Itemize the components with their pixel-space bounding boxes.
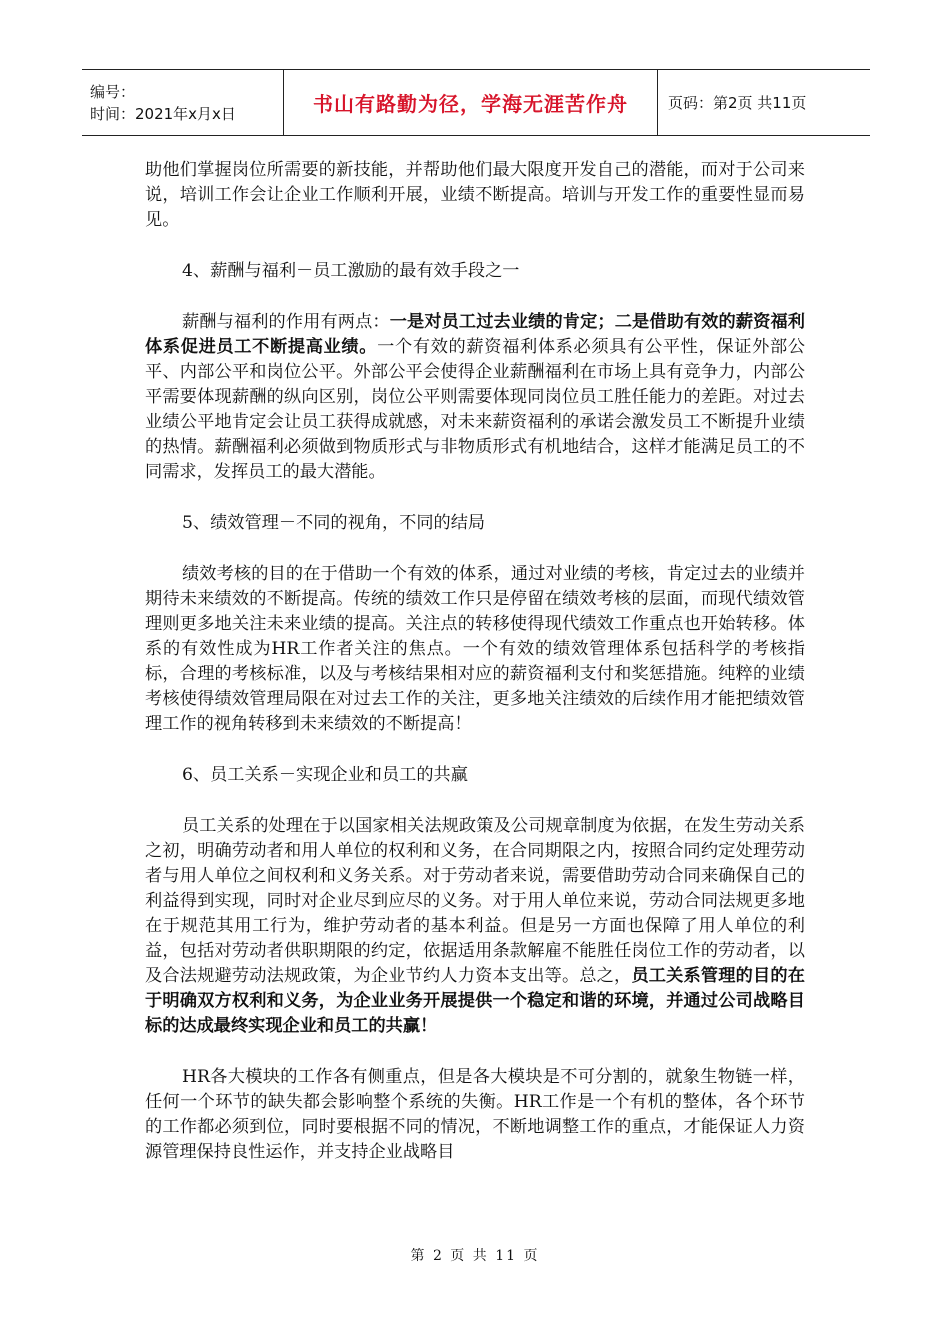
section-heading-4: 4、薪酬与福利－员工激励的最有效手段之一 [182,261,520,281]
header-meta [82,70,284,135]
header-motto: 书山有路勤为径，学海无涯苦作舟 [313,92,628,116]
page-header [82,69,870,136]
paragraph-emphasis: 一是对员工过去业绩的肯定；二是借助有效的薪资福利体系促进员工不断提高业绩。 [145,312,805,357]
paragraph-emphasis: 员工关系管理的目的在于明确双方权利和义务，为企业业务开展提供一个稳定和谐的环境，并通过公司战略目标的达成最终实现企业和员工的共赢！ [145,966,805,1036]
page-footer: 第 2 页 共 11 页 [410,1248,540,1264]
document-time-label: 时间：2021年x月x日 [90,104,236,123]
paragraph-performance: 绩效考核的目的在于借助一个有效的体系，通过对业绩的考核，肯定过去的业绩并期待未来绩效的不断提高。传统的绩效工作只是停留在绩效考核的层面，而现代绩效管理则更多地关注未来业绩的提高。关注点的转移使得现代绩效工作重点也开始转移。体系的有效性成为HR工作者关注的焦点。一个有效的绩效管理体系包括科学的考核指标，合理的考核标准，以及与考核结果相对应的薪资福利支付和奖惩措施。纯粹的业绩考核使得绩效管理局限在对过去工作的关注，更多地关注绩效的后续作用才能把绩效管理工作的视角转移到未来绩效的不断提高！ [145,564,805,734]
paragraph-text: 员工关系的处理在于以国家相关法规政策及公司规章制度为依据，在发生劳动关系之初，明确劳动者和用人单位的权利和义务，在合同期限之内，按照合同约定处理劳动者与用人单位之间权利和义务关系。对于劳动者来说，需要借助劳动合同来确保自己的利益得到实现，同时对企业尽到应尽的义务。对于用人单位来说，劳动合同法规更多地在于规范其用工行为，维护劳动者的基本利益。但是另一方面也保障了用人单位的利益，包括对劳动者供职期限的约定，依据适用条款解雇不能胜任岗位工作的劳动者，以及合法规避劳动法规政策，为企业节约人力资本支出等。总之， [145,816,805,986]
paragraph-compensation [145,310,805,485]
paragraph-text: 薪酬与福利的作用有两点： [182,312,390,332]
header-page-cell [658,70,870,135]
paragraph-hr-modules: HR各大模块的工作各有侧重点，但是各大模块是不可分割的，就象生物链一样，任何一个环节的缺失都会影响整个系统的失衡。HR工作是一个有机的整体，各个环节的工作都必须到位，同时要根据不同的情况，不断地调整工作的重点，才能保证人力资源管理保持良性运作，并支持企业战略目 [145,1067,805,1162]
section-heading-6: 6、员工关系－实现企业和员工的共赢 [182,765,468,785]
header-motto-cell [284,70,658,135]
paragraph-text: 一个有效的薪资福利体系必须具有公平性，保证外部公平、内部公平和岗位公平。外部公平会使得企业薪酬福利在市场上具有竞争力，内部公平需要体现薪酬的纵向区别，岗位公平则需要体现同岗位员工胜任能力的差距。对过去业绩公平地肯定会让员工获得成就感，对未来薪资福利的承诺会激发员工不断提升业绩的热情。薪酬福利必须做到物质形式与非物质形式有机地结合，这样才能满足员工的不同需求，发挥员工的最大潜能。 [145,337,805,482]
document-number-label: 编号： [90,82,136,101]
section-heading-5: 5、绩效管理－不同的视角，不同的结局 [182,513,486,533]
document-body [145,158,805,1165]
paragraph-continued: 助他们掌握岗位所需要的新技能，并帮助他们最大限度开发自己的潜能，而对于公司来说，培训工作会让企业工作顺利开展，业绩不断提高。培训与开发工作的重要性显而易见。 [145,160,805,230]
paragraph-employee-relations [145,814,805,1039]
header-page-label: 页码：第2页 共11页 [668,94,807,112]
